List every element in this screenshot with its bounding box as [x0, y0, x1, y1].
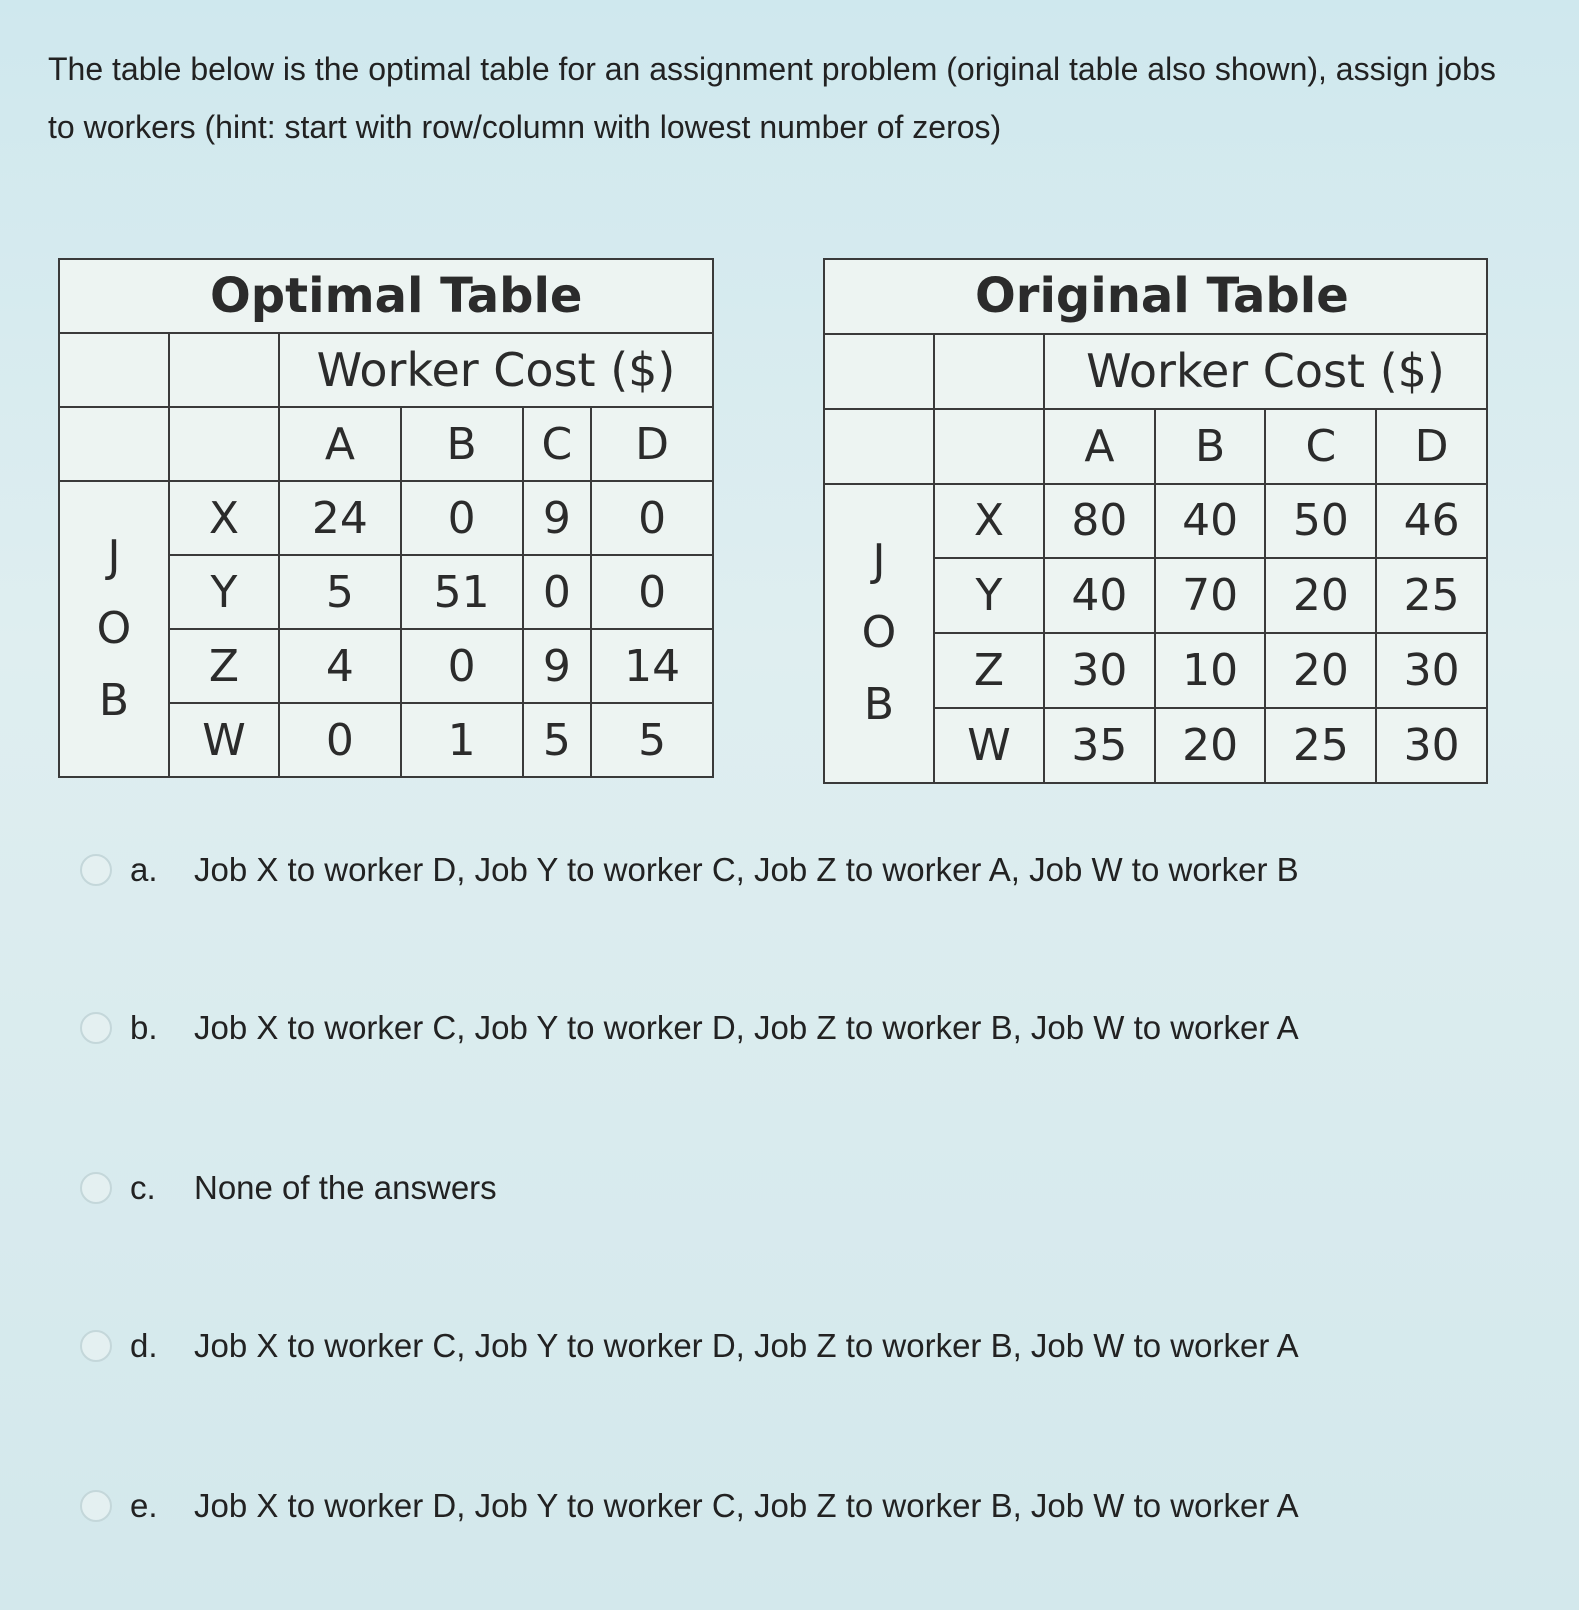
- original-job-letter: B: [863, 679, 895, 731]
- optimal-cell: 0: [401, 481, 523, 555]
- option-letter: d.: [130, 1327, 158, 1364]
- original-table-title: Original Table: [824, 259, 1487, 334]
- optimal-blank-cell: [59, 333, 169, 407]
- optimal-job-letter: O: [96, 603, 132, 654]
- option-e[interactable]: [80, 1476, 1299, 1536]
- option-a[interactable]: [80, 840, 1299, 900]
- option-text: Job X to worker C, Job Y to worker D, Job Z to worker B, Job W to worker A: [194, 1327, 1299, 1364]
- option-letter: e.: [130, 1487, 158, 1524]
- original-row-header: W: [934, 708, 1044, 783]
- original-row-header: Y: [934, 558, 1044, 633]
- question-text: The table below is the optimal table for an assignment problem (original table also shown), assign jobs to workers (hint: start with row/column with lowest number of zeros): [48, 51, 1496, 145]
- optimal-row-header: W: [169, 703, 279, 777]
- optimal-job-letter: B: [98, 675, 130, 726]
- original-cell: 80: [1044, 484, 1155, 559]
- original-job-letter: O: [861, 607, 897, 659]
- original-cell: 10: [1155, 633, 1266, 708]
- original-cell: 35: [1044, 708, 1155, 783]
- optimal-cell: 5: [591, 703, 713, 777]
- option-d[interactable]: [80, 1316, 1299, 1376]
- original-col-header: C: [1265, 409, 1376, 484]
- radio-button[interactable]: [80, 1172, 112, 1204]
- original-col-header: B: [1155, 409, 1266, 484]
- optimal-row-header: Z: [169, 629, 279, 703]
- original-cell: 40: [1044, 558, 1155, 633]
- original-col-header: D: [1376, 409, 1487, 484]
- original-cell: 20: [1265, 633, 1376, 708]
- optimal-cell: 5: [279, 555, 401, 629]
- option-text: Job X to worker D, Job Y to worker C, Job Z to worker B, Job W to worker A: [194, 1487, 1299, 1524]
- original-cell: 20: [1265, 558, 1376, 633]
- optimal-cell: 14: [591, 629, 713, 703]
- option-b[interactable]: [80, 998, 1299, 1058]
- original-cell: 30: [1376, 633, 1487, 708]
- optimal-cell: 0: [591, 555, 713, 629]
- optimal-cell: 9: [523, 481, 592, 555]
- original-row-header: Z: [934, 633, 1044, 708]
- optimal-cell: 1: [401, 703, 523, 777]
- optimal-blank-cell: [59, 407, 169, 481]
- optimal-job-letter: J: [107, 531, 121, 582]
- optimal-cell: 0: [523, 555, 592, 629]
- original-cell: 30: [1044, 633, 1155, 708]
- optimal-table-title: Optimal Table: [59, 259, 713, 333]
- original-cell: 50: [1265, 484, 1376, 559]
- option-letter: a.: [130, 851, 158, 888]
- optimal-cell: 4: [279, 629, 401, 703]
- option-letter: b.: [130, 1009, 158, 1046]
- original-col-header: A: [1044, 409, 1155, 484]
- optimal-blank-cell: [169, 407, 279, 481]
- original-cell: 40: [1155, 484, 1266, 559]
- radio-button[interactable]: [80, 854, 112, 886]
- optimal-cell: 0: [401, 629, 523, 703]
- optimal-col-header: C: [523, 407, 592, 481]
- original-job-letter: J: [872, 535, 886, 587]
- original-cell: 25: [1265, 708, 1376, 783]
- optimal-table: [58, 258, 714, 778]
- original-blank-cell: [824, 334, 934, 409]
- optimal-cell: 24: [279, 481, 401, 555]
- original-job-label: [824, 484, 934, 783]
- optimal-cell: 9: [523, 629, 592, 703]
- original-blank-cell: [934, 334, 1044, 409]
- optimal-cell: 5: [523, 703, 592, 777]
- optimal-job-label: [59, 481, 169, 777]
- option-c[interactable]: [80, 1158, 497, 1218]
- optimal-subtitle: Worker Cost ($): [279, 333, 713, 407]
- optimal-col-header: D: [591, 407, 713, 481]
- original-blank-cell: [824, 409, 934, 484]
- radio-button[interactable]: [80, 1490, 112, 1522]
- optimal-row-header: X: [169, 481, 279, 555]
- optimal-col-header: A: [279, 407, 401, 481]
- original-table: [823, 258, 1488, 784]
- optimal-row-header: Y: [169, 555, 279, 629]
- radio-button[interactable]: [80, 1330, 112, 1362]
- original-cell: 20: [1155, 708, 1266, 783]
- option-letter: c.: [130, 1169, 156, 1206]
- original-cell: 30: [1376, 708, 1487, 783]
- original-blank-cell: [934, 409, 1044, 484]
- option-text: None of the answers: [194, 1169, 497, 1206]
- original-cell: 46: [1376, 484, 1487, 559]
- optimal-blank-cell: [169, 333, 279, 407]
- original-subtitle: Worker Cost ($): [1044, 334, 1487, 409]
- radio-button[interactable]: [80, 1012, 112, 1044]
- optimal-cell: 0: [591, 481, 713, 555]
- option-text: Job X to worker C, Job Y to worker D, Job Z to worker B, Job W to worker A: [194, 1009, 1299, 1046]
- option-text: Job X to worker D, Job Y to worker C, Job Z to worker A, Job W to worker B: [194, 851, 1299, 888]
- optimal-col-header: B: [401, 407, 523, 481]
- optimal-cell: 51: [401, 555, 523, 629]
- original-cell: 25: [1376, 558, 1487, 633]
- original-row-header: X: [934, 484, 1044, 559]
- optimal-cell: 0: [279, 703, 401, 777]
- original-cell: 70: [1155, 558, 1266, 633]
